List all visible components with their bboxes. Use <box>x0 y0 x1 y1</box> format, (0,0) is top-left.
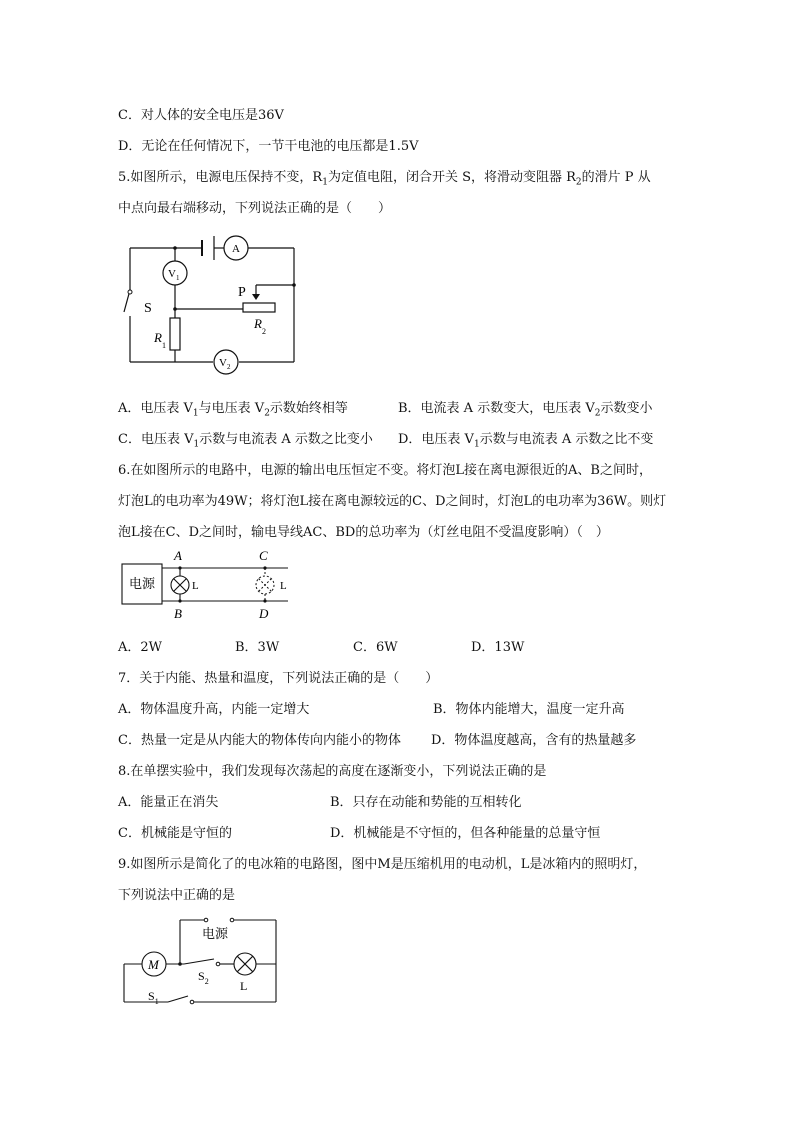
q6-stem-line1: 6.在如图所示的电路中，电源的输出电压恒定不变。将灯泡L接在离电源很近的A、B之间时， <box>118 463 652 478</box>
q7-option-d: D．物体温度越高，含有的热量越多 <box>431 733 637 748</box>
svg-text:S2: $S_2$ <box>198 969 209 986</box>
svg-text:电源: 电源 <box>202 926 229 941</box>
q5-stem-line1: 5.如图所示，电源电压保持不变，$R_1$为定值电阻，闭合开关 S，将滑动变阻器 $R_2$的滑片 P 从 <box>118 170 651 188</box>
q8-option-d: D．机械能是不守恒的，但各种能量的总量守恒 <box>330 826 601 841</box>
q5-stem-line2: 中点向最右端移动，下列说法正确的是（ ） <box>118 201 392 216</box>
q6-circuit-diagram <box>118 546 308 622</box>
svg-text:D: D <box>259 606 269 621</box>
svg-text:L: L <box>280 580 287 592</box>
q8-option-b: B．只存在动能和势能的互相转化 <box>330 795 522 810</box>
svg-text:A: A <box>232 243 240 255</box>
svg-text:S: S <box>144 301 152 316</box>
svg-text:V1: $V_1$ <box>168 268 180 282</box>
q7-option-c: C．热量一定是从内能大的物体传向内能小的物体 <box>118 733 401 748</box>
svg-text:S1: $S_1$ <box>148 989 159 1006</box>
q6-option-c: C．6W <box>353 640 398 655</box>
svg-text:V2: $V_2$ <box>219 357 231 371</box>
q7-option-b: B．物体内能增大，温度一定升高 <box>433 702 625 717</box>
q8-stem: 8.在单摆实验中，我们发现每次荡起的高度在逐渐变小，下列说法正确的是 <box>118 764 547 779</box>
q7-stem: 7．关于内能、热量和温度，下列说法正确的是（ ） <box>118 671 439 686</box>
q9-circuit-diagram <box>118 912 288 1008</box>
q8-option-a: A．能量正在消失 <box>118 795 219 810</box>
q6-stem-line3: 泡L接在C、D之间时，输电导线AC、BD的总功率为（灯丝电阻不受温度影响）（ ） <box>118 525 609 540</box>
q5-option-a: A．电压表 $V_1$与电压表 $V_2$示数始终相等 <box>118 401 348 419</box>
q6-stem-line2: 灯泡L的电功率为49W；将灯泡L接在离电源较远的C、D之间时，灯泡L的电功率为36W。则灯 <box>118 494 667 509</box>
q6-option-b: B．3W <box>235 640 280 655</box>
svg-text:R2: $R_2$ <box>254 316 266 336</box>
svg-text:A: A <box>174 548 182 563</box>
prev-option-d: D．无论在任何情况下，一节干电池的电压都是1.5V <box>118 139 419 154</box>
q5-circuit-diagram <box>118 228 308 378</box>
q5-option-b: B．电流表 A 示数变大，电压表 $V_2$示数变小 <box>398 401 653 419</box>
svg-text:P: P <box>238 285 246 300</box>
q6-option-d: D．13W <box>471 640 525 655</box>
svg-text:B: B <box>174 606 182 621</box>
q7-option-a: A．物体温度升高，内能一定增大 <box>118 702 310 717</box>
q8-option-c: C．机械能是守恒的 <box>118 826 232 841</box>
q5-option-c: C．电压表 $V_1$示数与电流表 A 示数之比变小 <box>118 432 373 450</box>
q9-stem-line2: 下列说法中正确的是 <box>118 888 236 903</box>
svg-text:L: L <box>192 580 199 592</box>
svg-text:L: L <box>240 979 248 993</box>
svg-text:C: C <box>259 548 268 563</box>
svg-text:电源: 电源 <box>129 576 156 591</box>
svg-text:R1: $R_1$ <box>154 330 166 350</box>
q5-option-d: D．电压表 $V_1$示数与电流表 A 示数之比不变 <box>398 432 654 450</box>
q6-option-a: A．2W <box>118 640 163 655</box>
prev-option-c: C．对人体的安全电压是36V <box>118 108 284 123</box>
svg-text:M: M <box>148 957 159 972</box>
q9-stem-line1: 9.如图所示是简化了的电冰箱的电路图，图中M是压缩机用的电动机，L是冰箱内的照明灯， <box>118 857 647 872</box>
